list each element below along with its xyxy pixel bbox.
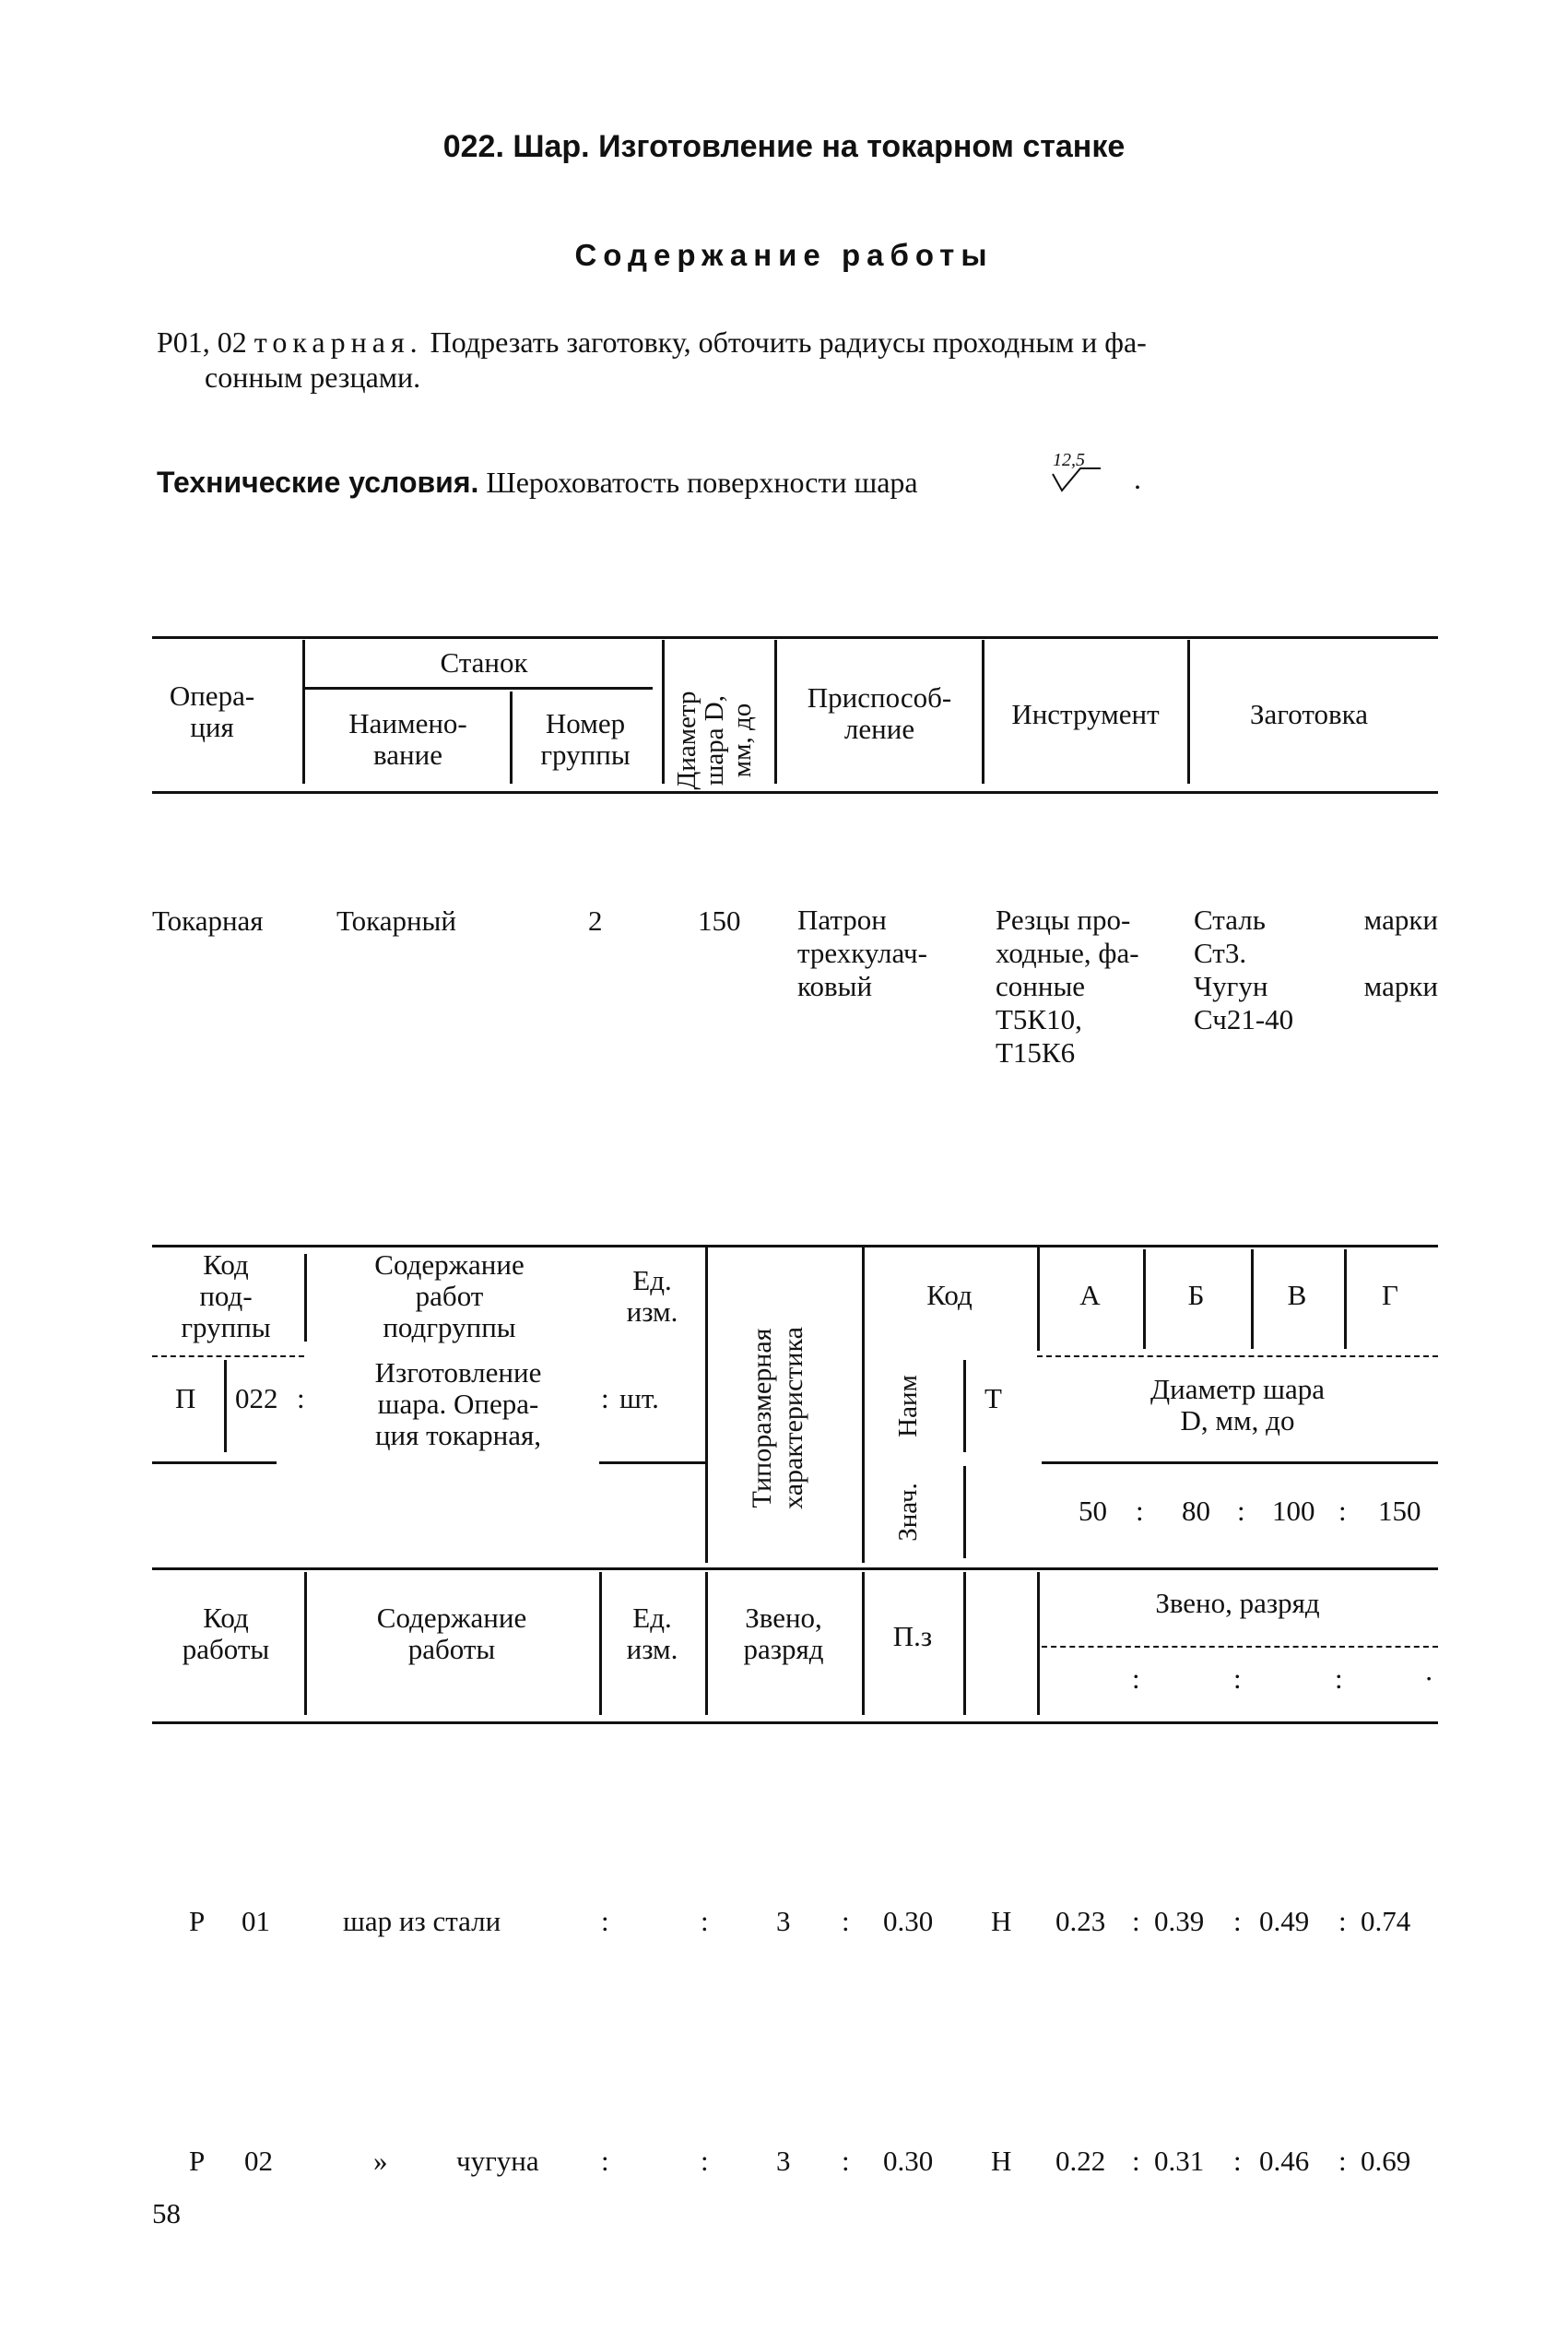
th-name: Наим (893, 1375, 923, 1437)
th-machine: Станок (440, 646, 528, 679)
th-link-rank: Звено, разряд (743, 1602, 824, 1665)
rank-colon-1: : (1132, 1662, 1140, 1695)
th-diameter: Диаметр шара D, мм, до (672, 691, 757, 790)
th-a: А (1079, 1279, 1101, 1311)
tech-conditions-label: Технические условия. (157, 466, 479, 499)
diam-value-3: 100 (1272, 1495, 1315, 1527)
th-work-unit: Ед. изм. (626, 1602, 678, 1665)
th-fixture: Приспособ- ление (807, 681, 952, 745)
diam-value-4: 150 (1378, 1495, 1421, 1527)
row-blank: Сталь марки Ст3. Чугун марки Сч21-40 (1194, 904, 1438, 1035)
diam-colon-2: : (1237, 1495, 1245, 1527)
row1-value-4: 0.74 (1361, 1905, 1411, 1937)
th-link-rank-2: Звено, разряд (1155, 1587, 1320, 1619)
diam-value-1: 50 (1079, 1495, 1107, 1527)
row1-code-letter: Р (189, 1905, 206, 1937)
row1-colon-f: : (1338, 1905, 1347, 1937)
th-tool: Инструмент (1011, 698, 1160, 730)
th-machine-group: Номер группы (540, 707, 631, 771)
row2-colon-d: : (1132, 2145, 1140, 2177)
row1-colon-a: : (601, 1905, 609, 1937)
section-title: Содержание работы (574, 238, 994, 272)
row2-value-1: 0.22 (1055, 2145, 1106, 2177)
th-subgroup-content: Содержание работ подгруппы (374, 1248, 525, 1343)
th-g: Г (1382, 1279, 1398, 1311)
roughness-value: 12,5 (1053, 450, 1085, 470)
diam-colon-1: : (1136, 1495, 1144, 1527)
row2-link: 3 (776, 2145, 791, 2177)
rank-colon-2: : (1233, 1662, 1242, 1695)
page-title: 022. Шар. Изготовление на токарном станке (442, 129, 1126, 164)
row1-colon-d: : (1132, 1905, 1140, 1937)
subgroup-letter: П (175, 1382, 196, 1414)
th-pz: П.з (892, 1620, 933, 1652)
rank-colon-3: : (1335, 1662, 1343, 1695)
th-t: Т (984, 1382, 1002, 1414)
th-machine-name: Наимено- вание (348, 707, 467, 771)
row2-code-letter: Р (189, 2145, 206, 2177)
tech-conditions-text: Шероховатость поверхности шара (486, 466, 918, 499)
row1-link: 3 (776, 1905, 791, 1937)
work-operation: токарная. (253, 325, 423, 359)
row1-colon-c: : (842, 1905, 850, 1937)
subgroup-number: 022 (235, 1382, 278, 1414)
subgroup-unit: шт. (619, 1382, 659, 1414)
roughness-check-icon (1049, 467, 1104, 496)
row1-colon-e: : (1233, 1905, 1242, 1937)
tech-conditions-end: . (1134, 462, 1141, 495)
th-operation: Опера- ция (169, 680, 255, 743)
row1-value-3: 0.49 (1259, 1905, 1310, 1937)
row-machine-group: 2 (588, 904, 603, 937)
th-blank: Заготовка (1250, 698, 1368, 730)
row2-value-3: 0.46 (1259, 2145, 1310, 2177)
diam-value-2: 80 (1182, 1495, 1210, 1527)
row2-value-2: 0.31 (1154, 2145, 1205, 2177)
row2-value-4: 0.69 (1361, 2145, 1411, 2177)
row2-colon-c: : (842, 2145, 850, 2177)
colon-1: : (297, 1382, 305, 1414)
work-line-1: Подрезать заготовку, обточить радиусы проходным и фа- (430, 325, 1147, 359)
th-work-content: Содержание работы (376, 1602, 527, 1665)
row1-value-2: 0.39 (1154, 1905, 1205, 1937)
row1-pz: 0.30 (883, 1905, 934, 1937)
row-machine-name: Токарный (336, 904, 456, 937)
row2-content-a: » (373, 2145, 388, 2177)
rank-dot: · (1424, 1662, 1434, 1695)
row1-content: шар из стали (343, 1905, 501, 1937)
row2-colon-f: : (1338, 2145, 1347, 2177)
th-diameter-label: Диаметр шара D, мм, до (1150, 1373, 1325, 1437)
row-fixture: Патрон трехкулач- ковый (797, 904, 927, 1002)
th-work-code: Код работы (182, 1602, 270, 1665)
row-operation: Токарная (152, 904, 264, 937)
work-line-2: сонным резцами. (205, 361, 421, 394)
colon-2: : (601, 1382, 609, 1414)
th-b: Б (1187, 1279, 1205, 1311)
row2-content-b: чугуна (456, 2145, 539, 2177)
row2-colon-a: : (601, 2145, 609, 2177)
row1-rank: Н (991, 1905, 1012, 1937)
diam-colon-3: : (1338, 1495, 1347, 1527)
row2-rank: Н (991, 2145, 1012, 2177)
row-tool: Резцы про- ходные, фа- сонные Т5К10, Т15К6 (996, 904, 1139, 1069)
work-code: Р01, 02 (157, 325, 247, 359)
th-v: В (1287, 1279, 1307, 1311)
row2-pz: 0.30 (883, 2145, 934, 2177)
subgroup-content: Изготовление шара. Опера- ция токарная, (374, 1356, 542, 1451)
row2-code-num: 02 (244, 2145, 273, 2177)
th-value: Знач. (893, 1483, 923, 1542)
th-unit: Ед. изм. (626, 1264, 678, 1328)
work-description (157, 325, 1447, 360)
row1-colon-b: : (701, 1905, 709, 1937)
page-number: 58 (152, 2197, 181, 2229)
th-typesize: Типоразмерная характеристика (747, 1327, 808, 1509)
row1-value-1: 0.23 (1055, 1905, 1106, 1937)
row1-code-num: 01 (242, 1905, 270, 1937)
row-diameter: 150 (698, 904, 741, 937)
th-subgroup-code: Код под- группы (181, 1248, 271, 1343)
row2-colon-e: : (1233, 2145, 1242, 2177)
roughness-symbol (1049, 450, 1104, 496)
th-code: Код (926, 1279, 973, 1311)
row2-colon-b: : (701, 2145, 709, 2177)
